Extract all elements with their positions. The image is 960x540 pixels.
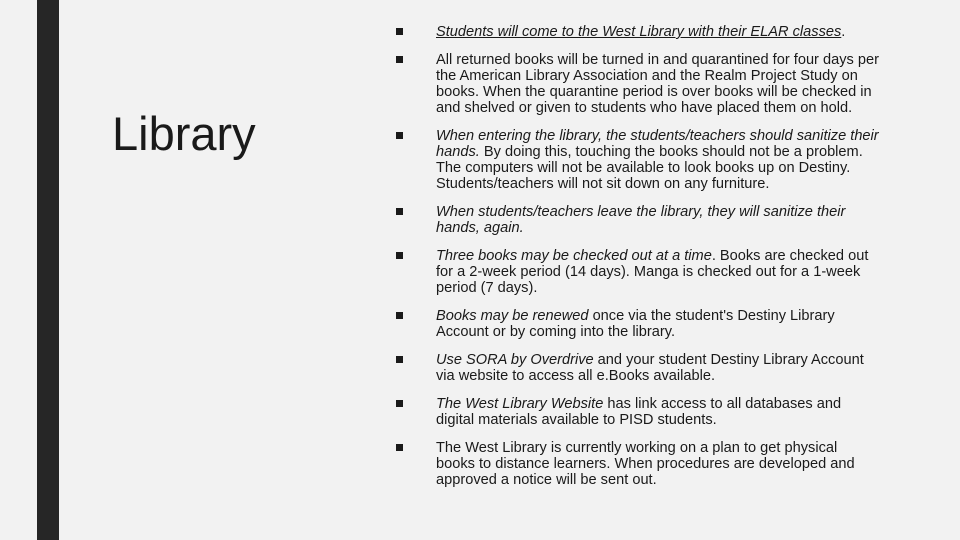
sidebar-accent-bar: [37, 0, 59, 540]
bullet-text: . Books are checked out for a 2-week period (14 days). Manga is checked out for a 1-week period (7 days).: [436, 248, 869, 296]
bullet-item: [392, 308, 880, 340]
bullet-list: [392, 24, 880, 500]
bullet-text: has link access to all databases and digital materials available to PISD students.: [436, 396, 842, 428]
bullet-text: All returned books will be turned in and quarantined for four days per the American Library Association and the Realm Project Study on books. When the quarantine period is over books will be checked in and shelved or given to students who have placed them on hold.: [436, 52, 879, 116]
bullet-text: via website to access all e.Books available.: [436, 368, 716, 384]
bullet-text: When students/teachers leave the library, they will sanitize their hands, again.: [436, 204, 846, 236]
square-bullet-icon: [396, 444, 403, 451]
bullet-item: [392, 352, 880, 384]
bullet-item: [392, 204, 880, 236]
slide-title: Library: [112, 107, 256, 160]
square-bullet-icon: [396, 356, 403, 363]
bullet-text: The West Library Website: [436, 396, 604, 412]
bullet-item: [392, 440, 880, 488]
bullet-text: When entering the library, the students/teachers should sanitize their hands.: [436, 128, 879, 160]
square-bullet-icon: [396, 56, 403, 63]
square-bullet-icon: [396, 312, 403, 319]
bullet-item: [392, 128, 880, 192]
square-bullet-icon: [396, 208, 403, 215]
bullet-text: Students will come to the West Library with their ELAR classes: [436, 24, 842, 40]
bullet-text: and your student: [593, 352, 711, 368]
square-bullet-icon: [396, 400, 403, 407]
bullet-item: [392, 52, 880, 116]
bullet-text: Destiny Library Account: [436, 308, 835, 340]
bullet-item: [392, 396, 880, 428]
square-bullet-icon: [396, 28, 403, 35]
bullet-text: once via the student's: [588, 308, 738, 324]
square-bullet-icon: [396, 132, 403, 139]
bullet-item: [392, 248, 880, 296]
bullet-text: or by coming into the library.: [488, 324, 676, 340]
bullet-text: By doing this, touching the books should not be a problem. The computers will not be available to look books up on Destiny. Students/teachers will not sit down on any furniture.: [436, 144, 863, 192]
square-bullet-icon: [396, 252, 403, 259]
bullet-text: .: [841, 24, 846, 40]
bullet-item: [392, 24, 880, 40]
bullet-text: The West Library is currently working on a plan to get physical books to distance learners. When procedures are developed and approved a notice will be sent out.: [436, 440, 855, 488]
bullet-text: Books may be renewed: [436, 308, 589, 324]
bullet-text: Three books may be checked out at a time: [436, 248, 712, 264]
bullet-text: Destiny Library Account: [710, 352, 864, 368]
bullet-text: Use SORA by Overdrive: [436, 352, 594, 368]
